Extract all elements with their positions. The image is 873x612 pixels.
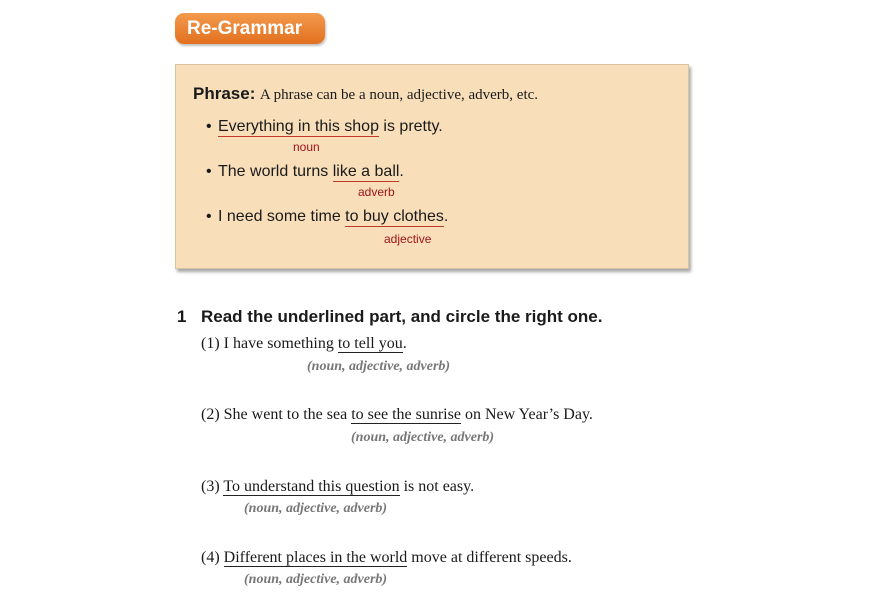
answer-choices[interactable]: (noun, adjective, adverb) [244, 501, 388, 516]
definition-term: Phrase: [193, 84, 256, 103]
example-tag: adjective [384, 232, 432, 246]
grammar-box [175, 64, 689, 269]
exercise-instruction: 1 Read the underlined part, and circle the right one. [177, 307, 603, 326]
example-phrase: like a ball [332, 163, 400, 180]
exercise-number: 1 [177, 307, 187, 326]
example-phrase: Everything in this shop [218, 118, 379, 135]
example-sentence: • I need some time to buy clothes. [206, 208, 449, 225]
answer-choices[interactable]: (noun, adjective, adverb) [307, 359, 451, 374]
example-tag: noun [293, 140, 320, 154]
answer-choices[interactable]: (noun, adjective, adverb) [351, 430, 495, 445]
exercise-item: (3) To understand this question is not easy. [201, 478, 475, 495]
example-sentence: • Everything in this shop is pretty. [206, 118, 443, 135]
section-title: Re-Grammar [175, 13, 325, 44]
exercise-item: (1) I have something to tell you. [201, 335, 407, 352]
exercise-item: (2) She went to the sea to see the sunrise on New Year’s Day. [201, 406, 593, 423]
underlined-phrase: To understand this question [223, 478, 400, 495]
answer-choices[interactable]: (noun, adjective, adverb) [244, 572, 388, 587]
definition-text: A phrase can be a noun, adjective, adverb, etc. [259, 87, 539, 103]
bullet: • [206, 118, 212, 135]
example-tag: adverb [358, 185, 395, 199]
exercise-item: (4) Different places in the world move at different speeds. [201, 549, 572, 566]
underlined-phrase: to tell you [337, 335, 403, 352]
bullet: • [206, 208, 212, 225]
underlined-phrase: to see the sunrise [351, 406, 461, 423]
bullet: • [206, 163, 212, 180]
example-phrase: to buy clothes [345, 208, 444, 225]
underlined-phrase: Different places in the world [223, 549, 408, 566]
example-sentence: • The world turns like a ball. [206, 163, 404, 180]
definition-line [193, 84, 538, 104]
